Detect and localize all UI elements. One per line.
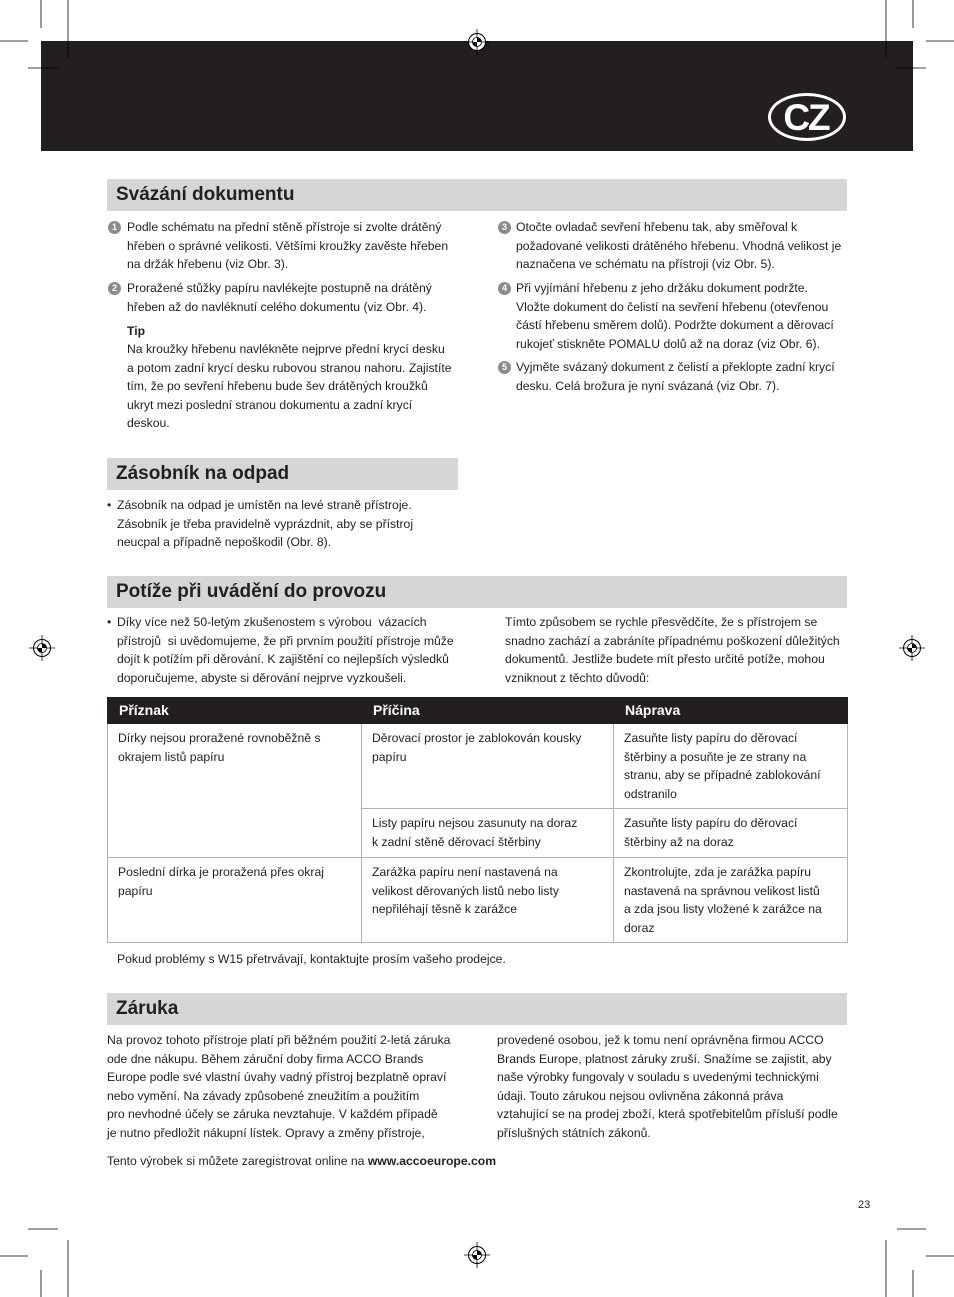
step-text: Při vyjímání hřebenu z jeho držáku dokument podržte. Vložte dokument do čelistí na sevření hřebenu (otevřenou částí hřebenu směrem dolů). Podržte dokument a děrovací rukojeť stiskněte POMALU dolů až na doraz (viz Obr. 6). <box>516 281 834 351</box>
step-text: Vyjměte svázaný dokument z čelistí a překlopte zadní krycí desku. Celá brožura je nyní svázaná (viz Obr. 7). <box>516 360 835 393</box>
table-header-row <box>108 698 848 724</box>
registration-mark-bottom <box>464 1242 490 1268</box>
crop-mark-bottom-right <box>886 1229 954 1297</box>
bullet-text: Zásobník na odpad je umístěn na levé straně přístroje. Zásobník je třeba pravidelně vyprázdnit, aby se přístroj neucpal a případně nepoškodil (Obr. 8). <box>117 498 414 549</box>
warranty-text-left: Na provoz tohoto přístroje platí při běžném použití 2-letá záruka ode dne nákupu. Během záruční doby firma ACCO Brands Europe podle své vlastní úvahy vadný přístroj bezplatně opraví nebo vymění. Na závady způsobené zneužitím a použitím pro nevhodné účely se záruka nevztahuje. V každém případě je nutno předložit nákupní lístek. Opravy a změny přístroje, <box>107 1033 451 1140</box>
registration-url: www.accoeurope.com <box>367 1154 497 1168</box>
step-number-badge: 1 <box>108 221 121 234</box>
column-header-symptom: Příznak <box>108 698 362 724</box>
registration-line <box>107 1152 496 1171</box>
step-text: Podle schématu na přední stěně přístroje si zvolte drátěný hřeben o správné velikosti. Většími kroužky zavěste hřeben na držák hřebenu (viz Obr. 3). <box>127 220 449 271</box>
section-title-warranty: Záruka <box>116 998 179 1019</box>
tip-label: Tip <box>127 324 146 338</box>
section-header-warranty <box>107 993 847 1025</box>
cause-cell: Listy papíru nejsou zasunuty na doraz k zadní stěně děrovací štěrbiny <box>362 809 614 858</box>
bullet-icon <box>107 613 111 632</box>
registration-mark-right <box>899 635 925 661</box>
registration-mark-left <box>29 635 55 661</box>
troubleshooting-note: Pokud problémy s W15 přetrvávají, kontaktujte prosím vašeho prodejce. <box>117 952 506 966</box>
section-title-troubleshooting: Potíže při uvádění do provozu <box>116 581 387 602</box>
troubleshooting-paragraph: Tímto způsobem se rychle přesvědčíte, že s přístrojem se snadno zachází a zabráníte případnému poškození důležitých dokumentů. Jestliže budete mít přesto určité potíže, mohou vzniknout z těchto důvodů: <box>505 615 840 685</box>
step-number-badge: 5 <box>498 361 511 374</box>
table-row <box>108 858 848 943</box>
bullet-icon <box>107 496 111 515</box>
remedy-cell: Zasuňte listy papíru do děrovací štěrbiny až na doraz <box>614 809 848 858</box>
remedy-cell: Zkontrolujte, zda je zarážka papíru nastavená na správnou velikost listů a zda jsou listy vložené k zarážce na doraz <box>614 858 848 943</box>
step-number-badge: 2 <box>108 282 121 295</box>
column-header-remedy: Náprava <box>614 698 848 724</box>
language-badge <box>768 93 846 141</box>
symptom-cell: Dírky nejsou proražené rovnoběžně s okrajem listů papíru <box>108 724 362 858</box>
remedy-cell: Zasuňte listy papíru do děrovací štěrbiny a posuňte je ze strany na stranu, aby se případné zablokování odstranilo <box>614 724 848 809</box>
cause-cell: Zarážka papíru není nastavená na velikost děrovaných listů nebo listy nepřiléhají těsně k zarážce <box>362 858 614 943</box>
section-title-binding: Svázání dokumentu <box>116 184 295 205</box>
tip-text: Na kroužky hřebenu navlékněte nejprve přední krycí desku a potom zadní krycí desku rubovou stranou nahoru. Zajistíte tím, že po sevření hřebenu bude šev drátěných kroužků ukryt mezi poslední stranou dokumentu a zadní krycí deskou. <box>127 342 452 430</box>
crop-mark-bottom-left <box>0 1229 68 1297</box>
column-header-cause: Příčina <box>362 698 614 724</box>
cause-cell: Děrovací prostor je zablokován kousky papíru <box>362 724 614 809</box>
step-number-badge: 3 <box>498 221 511 234</box>
section-header-troubleshooting <box>107 576 847 608</box>
symptom-cell: Poslední dírka je proražená přes okraj papíru <box>108 858 362 943</box>
step-text: Otočte ovladač sevření hřebenu tak, aby směřoval k požadované velikosti drátěného hřebenu. Vhodná velikost je naznačena ve schématu na přístroji (viz Obr. 5). <box>516 220 842 271</box>
section-header-binding <box>107 179 847 211</box>
header-band <box>41 41 913 151</box>
troubleshooting-table <box>107 697 848 943</box>
step-number-badge: 4 <box>498 282 511 295</box>
language-code: CZ <box>783 96 829 138</box>
warranty-text-right: provedené osobou, jež k tomu není oprávněna firmou ACCO Brands Europe, platnost záruky zruší. Snažíme se zajistit, aby naše výrobky fungovaly v souladu s uvedenými technickými údaji. Touto zárukou nejsou ovlivněna zákonná práva vztahující se na prodej zboží, která spotřebitelům přísluší podle příslušných státních zákonů. <box>497 1033 838 1140</box>
registration-text: Tento výrobek si můžete zaregistrovat online na <box>107 1154 365 1168</box>
page-number: 23 <box>858 1199 871 1211</box>
table-row <box>108 724 848 809</box>
bullet-text: Díky více než 50-letým zkušenostem s výrobou vázacích přístrojů si uvědomujeme, že při prvním použití přístroje může dojít k potížím při děrování. K zajištění co nejlepších výsledků doporučujeme, abyste si děrování nejprve vyzkoušeli. <box>117 615 454 685</box>
section-header-waste-tray <box>107 458 458 490</box>
section-title-waste-tray: Zásobník na odpad <box>116 463 290 484</box>
step-text: Proražené stůžky papíru navlékejte postupně na drátěný hřeben až do navléknutí celého dokumentu (viz Obr. 4). <box>127 281 432 314</box>
